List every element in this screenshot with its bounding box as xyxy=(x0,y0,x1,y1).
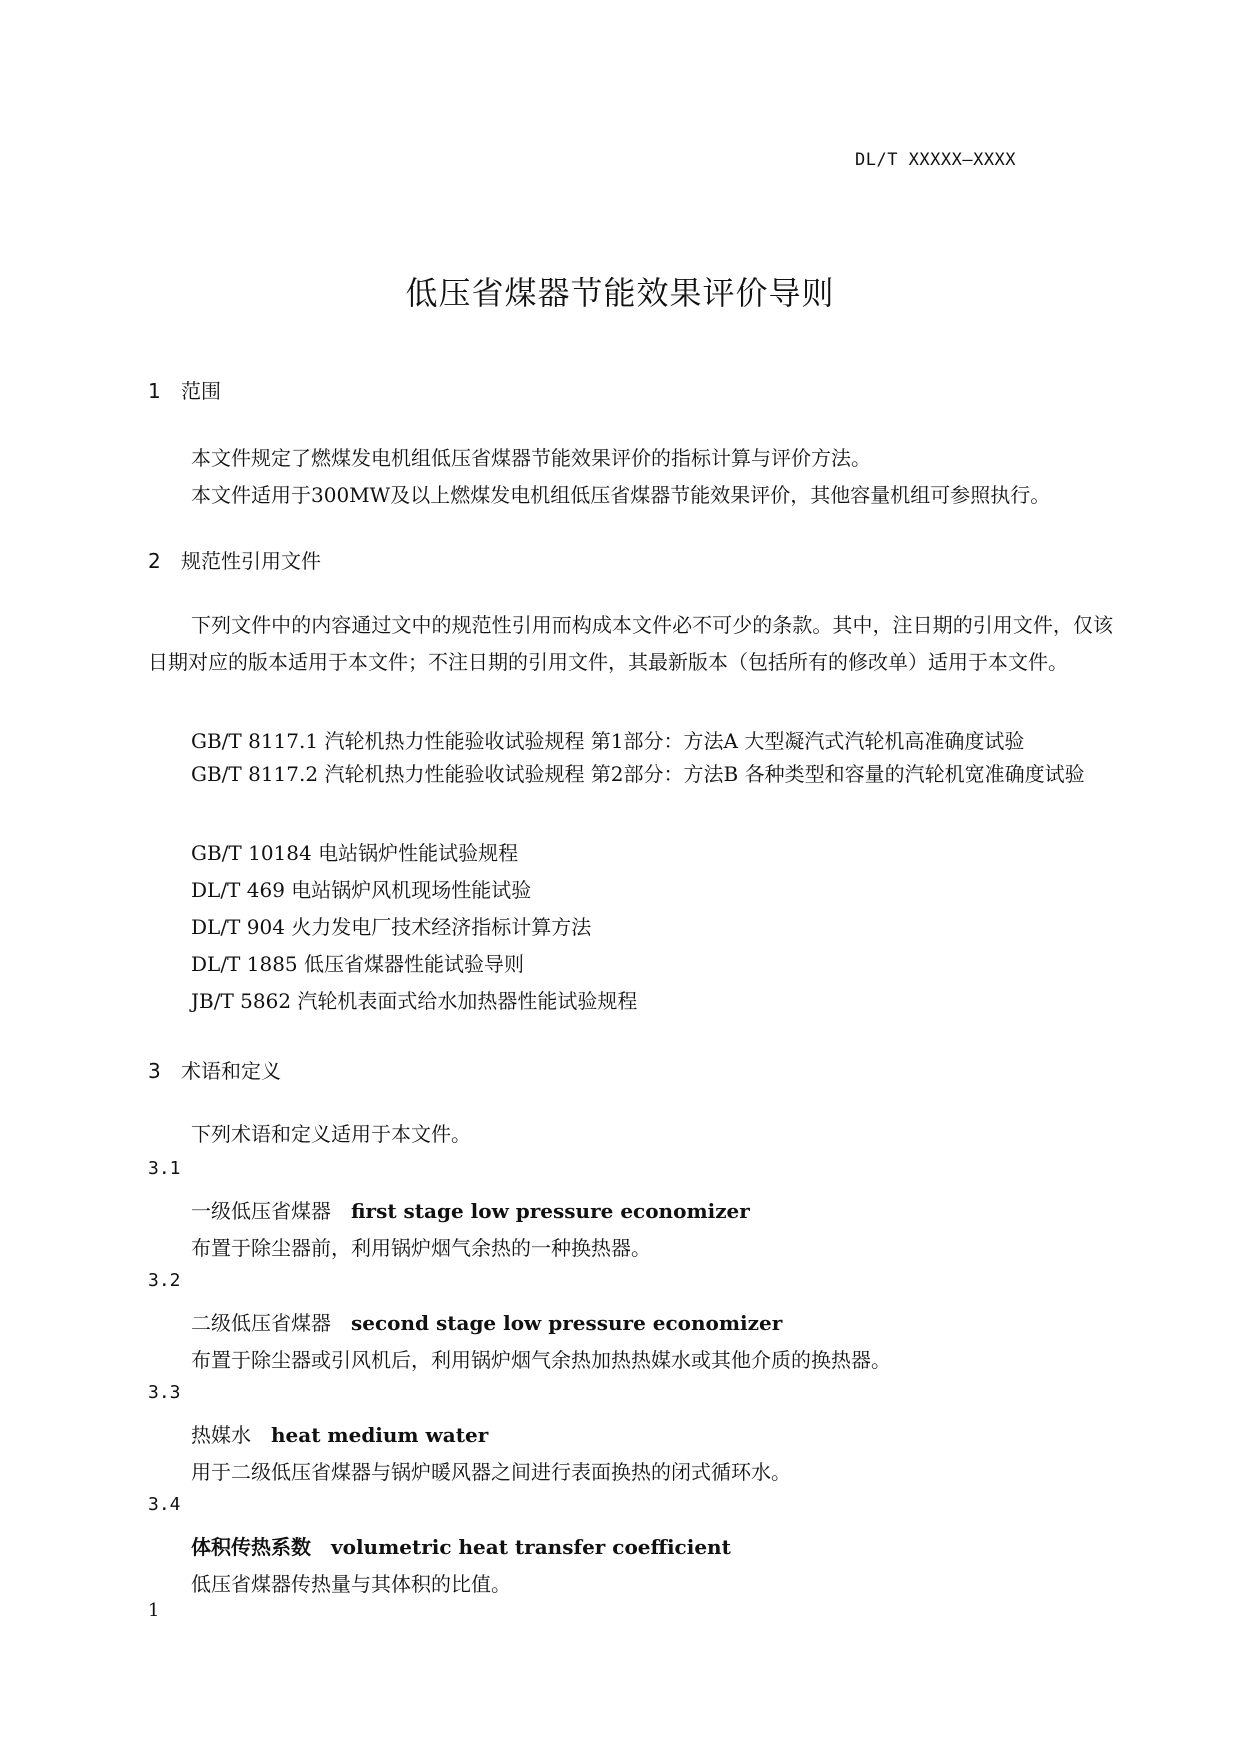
term-number: 3.1 xyxy=(148,1158,181,1179)
section-number: 2 xyxy=(148,549,161,573)
section-title: 范围 xyxy=(181,379,221,403)
term-entry xyxy=(191,1531,731,1560)
term-en: volumetric heat transfer coefficient xyxy=(331,1535,731,1559)
term-number: 3.3 xyxy=(148,1382,181,1403)
term-definition: 布置于除尘器前，利用锅炉烟气余热的一种换热器。 xyxy=(191,1236,651,1260)
paragraph: 本文件适用于300MW及以上燃煤发电机组低压省煤器节能效果评价，其他容量机组可参照执行。 xyxy=(191,483,1051,507)
paragraph: 本文件规定了燃煤发电机组低压省煤器节能效果评价的指标计算与评价方法。 xyxy=(191,446,871,470)
page-number: 1 xyxy=(148,1600,160,1621)
section-heading-scope xyxy=(148,375,221,404)
reference-item: DL/T 469 电站锅炉风机现场性能试验 xyxy=(191,878,532,902)
reference-item: DL/T 1885 低压省煤器性能试验导则 xyxy=(191,952,525,976)
term-number: 3.4 xyxy=(148,1494,181,1515)
term-zh: 一级低压省煤器 xyxy=(191,1199,331,1223)
term-entry xyxy=(191,1307,782,1336)
term-en: heat medium water xyxy=(271,1423,489,1447)
reference-item: DL/T 904 火力发电厂技术经济指标计算方法 xyxy=(191,915,592,939)
document-title: 低压省煤器节能效果评价导则 xyxy=(405,274,835,312)
reference-item: GB/T 8117.1 汽轮机热力性能验收试验规程 第1部分：方法A 大型凝汽式汽轮机高准确度试验 xyxy=(191,729,1025,753)
paragraph: 下列文件中的内容通过文中的规范性引用而构成本文件必不可少的条款。其中，注日期的引用文件，仅该日期对应的版本适用于本文件；不注日期的引用文件，其最新版本（包括所有的修改单）适用于本文件。 xyxy=(148,613,1113,674)
paragraph: 下列术语和定义适用于本文件。 xyxy=(191,1122,471,1146)
reference-item: GB/T 10184 电站锅炉性能试验规程 xyxy=(191,841,519,865)
reference-item: GB/T 8117.2 汽轮机热力性能验收试验规程 第2部分：方法B 各种类型和容量的汽轮机宽准确度试验 xyxy=(191,762,1085,786)
term-definition: 低压省煤器传热量与其体积的比值。 xyxy=(191,1572,511,1596)
section-number: 3 xyxy=(148,1059,161,1083)
section-heading-terms xyxy=(148,1055,281,1084)
term-entry xyxy=(191,1419,488,1448)
standard-code: DL/T XXXXX—XXXX xyxy=(855,150,1017,170)
term-en: second stage low pressure economizer xyxy=(351,1311,783,1335)
term-zh: 体积传热系数 xyxy=(191,1535,311,1559)
reference-item: JB/T 5862 汽轮机表面式给水加热器性能试验规程 xyxy=(191,989,638,1013)
term-zh: 热媒水 xyxy=(191,1423,251,1447)
term-definition: 用于二级低压省煤器与锅炉暖风器之间进行表面换热的闭式循环水。 xyxy=(191,1460,791,1484)
section-title: 术语和定义 xyxy=(181,1059,281,1083)
section-title: 规范性引用文件 xyxy=(181,549,321,573)
term-definition: 布置于除尘器或引风机后，利用锅炉烟气余热加热热媒水或其他介质的换热器。 xyxy=(191,1348,891,1372)
section-number: 1 xyxy=(148,379,161,403)
term-zh: 二级低压省煤器 xyxy=(191,1311,331,1335)
section-heading-normative-references xyxy=(148,545,321,574)
term-entry xyxy=(191,1195,750,1224)
term-number: 3.2 xyxy=(148,1270,181,1291)
term-en: first stage low pressure economizer xyxy=(351,1199,750,1223)
